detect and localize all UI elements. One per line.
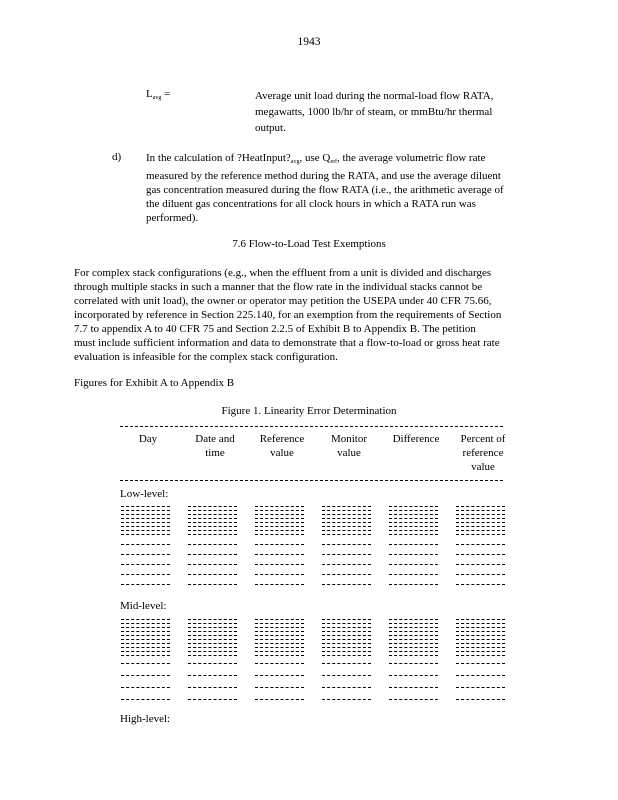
blank-entry-line — [322, 687, 371, 688]
blank-entry-line — [389, 574, 438, 575]
blank-entry-line — [456, 554, 505, 555]
blank-entry-line — [255, 627, 304, 628]
blank-entry-line — [456, 627, 505, 628]
blank-entry-line — [322, 643, 371, 644]
paragraph-line: incorporated by reference in Section 225.140, for an exemption from the requirements of Section — [74, 309, 502, 321]
blank-entry-line — [322, 635, 371, 636]
header-line: reference — [462, 447, 504, 459]
blank-entry-line — [389, 554, 438, 555]
blank-entry-line — [456, 514, 505, 515]
blank-entry-line — [322, 651, 371, 652]
blank-entry-line — [322, 526, 371, 527]
blank-entry-line — [456, 639, 505, 640]
blank-entry-line — [188, 619, 237, 620]
blank-entry-line — [188, 639, 237, 640]
blank-entry-line — [121, 623, 170, 624]
column-header-difference — [385, 432, 447, 446]
item-d-line: gas concentration measured during the flow RATA (i.e., the arithmetic average of — [146, 184, 504, 196]
item-d-label: d) — [112, 151, 122, 163]
definition-line: Average unit load during the normal-load flow RATA, — [255, 90, 494, 102]
blank-entry-line — [389, 635, 438, 636]
blank-entry-line — [389, 534, 438, 535]
blank-entry-line — [322, 631, 371, 632]
paragraph-line: correlated with unit load), the owner or operator may petition the USEPA under 40 CFR 75.66, — [74, 295, 492, 307]
blank-entry-line — [255, 510, 304, 511]
blank-entry-line — [121, 699, 170, 700]
q-ref-subscript: ref — [330, 159, 337, 165]
blank-entry-line — [255, 643, 304, 644]
header-line: Day — [138, 433, 158, 445]
blank-entry-line — [188, 506, 237, 507]
paragraph-line: 7.7 to appendix A to 40 CFR 75 and Section 2.2.5 of Exhibit B to Appendix B. The petition — [74, 323, 476, 335]
blank-entry-line — [389, 631, 438, 632]
blank-entry-line — [255, 699, 304, 700]
blank-entry-line — [322, 584, 371, 585]
blank-entry-line — [389, 627, 438, 628]
figures-heading: Figures for Exhibit A to Appendix B — [74, 377, 235, 389]
blank-entry-line — [389, 510, 438, 511]
blank-entry-line — [188, 647, 237, 648]
blank-entry-line — [188, 663, 237, 664]
blank-entry-line — [389, 623, 438, 624]
blank-entry-line — [188, 627, 237, 628]
header-line: value — [337, 447, 361, 459]
blank-entry-line — [456, 584, 505, 585]
blank-entry-line — [322, 619, 371, 620]
blank-entry-line — [456, 663, 505, 664]
blank-entry-line — [389, 643, 438, 644]
blank-entry-line — [456, 619, 505, 620]
blank-entry-line — [255, 619, 304, 620]
item-d-text-part: In the calculation of — [146, 152, 238, 164]
blank-entry-line — [255, 534, 304, 535]
blank-entry-line — [121, 584, 170, 585]
column-header-percent-of-reference — [451, 432, 515, 474]
blank-entry-line — [121, 506, 170, 507]
section-heading: 7.6 Flow-to-Load Test Exemptions — [232, 238, 386, 250]
blank-entry-line — [255, 526, 304, 527]
paragraph-line: through multiple stacks in such a manner that the flow rate in the individual stacks cannot be — [74, 281, 483, 293]
blank-entry-line — [322, 518, 371, 519]
group-label-low-level: Low-level: — [120, 488, 169, 500]
blank-entry-line — [255, 663, 304, 664]
blank-entry-line — [255, 651, 304, 652]
header-line: value — [270, 447, 294, 459]
blank-entry-line — [322, 564, 371, 565]
header-line: value — [471, 461, 495, 473]
blank-entry-line — [121, 554, 170, 555]
blank-entry-line — [322, 544, 371, 545]
blank-entry-line — [456, 526, 505, 527]
item-d-text-part: , the average volumetric flow rate — [336, 152, 486, 164]
blank-entry-line — [121, 675, 170, 676]
blank-entry-line — [255, 584, 304, 585]
blank-entry-line — [121, 544, 170, 545]
figure-title: Figure 1. Linearity Error Determination — [221, 405, 397, 417]
paragraph-line: evaluation is infeasible for the complex stack configuration. — [74, 351, 338, 363]
item-d-text-part: , use Q — [299, 152, 331, 164]
blank-entry-line — [389, 639, 438, 640]
blank-entry-line — [322, 506, 371, 507]
blank-entry-line — [255, 655, 304, 656]
blank-entry-line — [456, 635, 505, 636]
item-d-line: performed). — [146, 212, 199, 224]
blank-entry-line — [121, 514, 170, 515]
blank-entry-line — [121, 663, 170, 664]
blank-entry-line — [456, 534, 505, 535]
blank-entry-line — [389, 514, 438, 515]
blank-entry-line — [121, 522, 170, 523]
blank-entry-line — [322, 554, 371, 555]
blank-entry-line — [389, 651, 438, 652]
blank-entry-line — [121, 627, 170, 628]
blank-entry-line — [188, 554, 237, 555]
header-line: Difference — [392, 433, 440, 445]
blank-entry-line — [255, 635, 304, 636]
blank-entry-line — [389, 526, 438, 527]
blank-entry-line — [121, 639, 170, 640]
blank-entry-line — [255, 675, 304, 676]
blank-entry-line — [255, 544, 304, 545]
blank-entry-line — [121, 651, 170, 652]
blank-entry-line — [121, 534, 170, 535]
blank-entry-line — [456, 631, 505, 632]
blank-entry-line — [389, 530, 438, 531]
term-base: L — [146, 88, 153, 100]
blank-entry-line — [188, 675, 237, 676]
blank-entry-line — [389, 544, 438, 545]
blank-entry-line — [255, 564, 304, 565]
blank-entry-line — [255, 554, 304, 555]
blank-entry-line — [188, 564, 237, 565]
blank-entry-line — [322, 623, 371, 624]
blank-entry-line — [456, 530, 505, 531]
blank-entry-line — [389, 647, 438, 648]
blank-entry-line — [121, 647, 170, 648]
blank-entry-line — [121, 518, 170, 519]
header-line: Percent of — [460, 433, 506, 445]
blank-entry-line — [322, 514, 371, 515]
blank-entry-line — [456, 544, 505, 545]
blank-entry-line — [255, 631, 304, 632]
blank-entry-line — [188, 623, 237, 624]
blank-entry-line — [255, 687, 304, 688]
blank-entry-line — [121, 619, 170, 620]
blank-entry-line — [389, 564, 438, 565]
table-header-rule — [120, 480, 503, 481]
blank-entry-line — [188, 651, 237, 652]
blank-entry-line — [456, 675, 505, 676]
blank-entry-line — [456, 647, 505, 648]
blank-entry-line — [121, 643, 170, 644]
blank-entry-line — [188, 544, 237, 545]
term-equals: = — [161, 88, 171, 100]
blank-entry-line — [456, 564, 505, 565]
blank-entry-line — [456, 518, 505, 519]
blank-entry-line — [255, 514, 304, 515]
blank-entry-line — [255, 639, 304, 640]
paragraph-line: For complex stack configurations (e.g., when the effluent from a unit is divided and discharges — [74, 267, 492, 279]
heat-input-variable: ?HeatInput? — [237, 152, 291, 164]
blank-entry-line — [188, 518, 237, 519]
blank-entry-line — [322, 675, 371, 676]
blank-entry-line — [389, 655, 438, 656]
blank-entry-line — [322, 530, 371, 531]
blank-entry-line — [456, 623, 505, 624]
blank-entry-line — [255, 574, 304, 575]
blank-entry-line — [322, 699, 371, 700]
table-top-rule — [120, 426, 503, 427]
blank-entry-line — [188, 514, 237, 515]
column-header-reference-value — [253, 432, 311, 460]
blank-entry-line — [322, 510, 371, 511]
blank-entry-line — [188, 655, 237, 656]
blank-entry-line — [121, 526, 170, 527]
column-header-day — [122, 432, 174, 446]
group-label-high-level: High-level: — [120, 713, 171, 725]
blank-entry-line — [322, 574, 371, 575]
blank-entry-line — [255, 518, 304, 519]
blank-entry-line — [322, 639, 371, 640]
group-label-mid-level: Mid-level: — [120, 600, 167, 612]
term-subscript: avg — [152, 95, 162, 101]
blank-entry-line — [121, 530, 170, 531]
blank-entry-line — [255, 623, 304, 624]
blank-entry-line — [188, 631, 237, 632]
blank-entry-line — [121, 687, 170, 688]
blank-entry-line — [456, 651, 505, 652]
item-d-text — [146, 151, 504, 225]
column-header-date-time — [186, 432, 244, 460]
blank-entry-line — [389, 675, 438, 676]
blank-entry-line — [188, 522, 237, 523]
column-header-monitor-value — [320, 432, 378, 460]
blank-entry-line — [456, 655, 505, 656]
item-d-line: measured by the reference method during the RATA, and use the average diluent — [146, 170, 501, 182]
blank-entry-line — [255, 522, 304, 523]
blank-entry-line — [188, 510, 237, 511]
blank-entry-line — [188, 530, 237, 531]
page-number: 1943 — [297, 36, 321, 48]
definition-text — [255, 88, 493, 136]
blank-entry-line — [121, 635, 170, 636]
header-line: Reference — [259, 433, 305, 445]
header-line: Monitor — [330, 433, 368, 445]
blank-entry-line — [456, 687, 505, 688]
definition-term — [146, 88, 170, 105]
header-line: time — [205, 447, 225, 459]
blank-entry-line — [456, 522, 505, 523]
blank-entry-line — [322, 663, 371, 664]
blank-entry-line — [322, 627, 371, 628]
blank-entry-line — [456, 643, 505, 644]
blank-entry-line — [389, 663, 438, 664]
blank-entry-line — [188, 687, 237, 688]
blank-entry-line — [389, 699, 438, 700]
blank-entry-line — [255, 506, 304, 507]
blank-entry-line — [188, 526, 237, 527]
blank-entry-line — [389, 687, 438, 688]
blank-entry-line — [456, 574, 505, 575]
blank-entry-line — [255, 530, 304, 531]
paragraph-line: must include sufficient information and data to demonstrate that a flow-to-load or gross heat rate — [74, 337, 500, 349]
blank-entry-line — [456, 506, 505, 507]
item-d-line — [146, 151, 504, 169]
definition-line: output. — [255, 122, 286, 134]
blank-entry-line — [389, 584, 438, 585]
blank-entry-line — [389, 506, 438, 507]
blank-entry-line — [322, 522, 371, 523]
blank-entry-line — [121, 564, 170, 565]
blank-entry-line — [188, 534, 237, 535]
blank-entry-line — [121, 631, 170, 632]
blank-entry-line — [389, 522, 438, 523]
blank-entry-line — [322, 534, 371, 535]
blank-entry-line — [121, 510, 170, 511]
blank-entry-line — [188, 699, 237, 700]
blank-entry-line — [322, 655, 371, 656]
blank-entry-line — [121, 574, 170, 575]
blank-entry-line — [255, 647, 304, 648]
blank-entry-line — [188, 643, 237, 644]
exemption-paragraph — [74, 266, 501, 364]
blank-entry-line — [188, 584, 237, 585]
blank-entry-line — [322, 647, 371, 648]
blank-entry-line — [456, 699, 505, 700]
blank-entry-line — [456, 510, 505, 511]
blank-entry-line — [188, 635, 237, 636]
blank-entry-line — [121, 655, 170, 656]
definition-line: megawatts, 1000 lb/hr of steam, or mmBtu/hr thermal — [255, 106, 493, 118]
blank-entry-line — [188, 574, 237, 575]
blank-entry-line — [389, 518, 438, 519]
item-d-line: the diluent gas concentrations for all clock hours in which a RATA run was — [146, 198, 476, 210]
blank-entry-line — [389, 619, 438, 620]
header-line: Date and — [195, 433, 235, 445]
heat-input-subscript: avg — [290, 159, 300, 165]
